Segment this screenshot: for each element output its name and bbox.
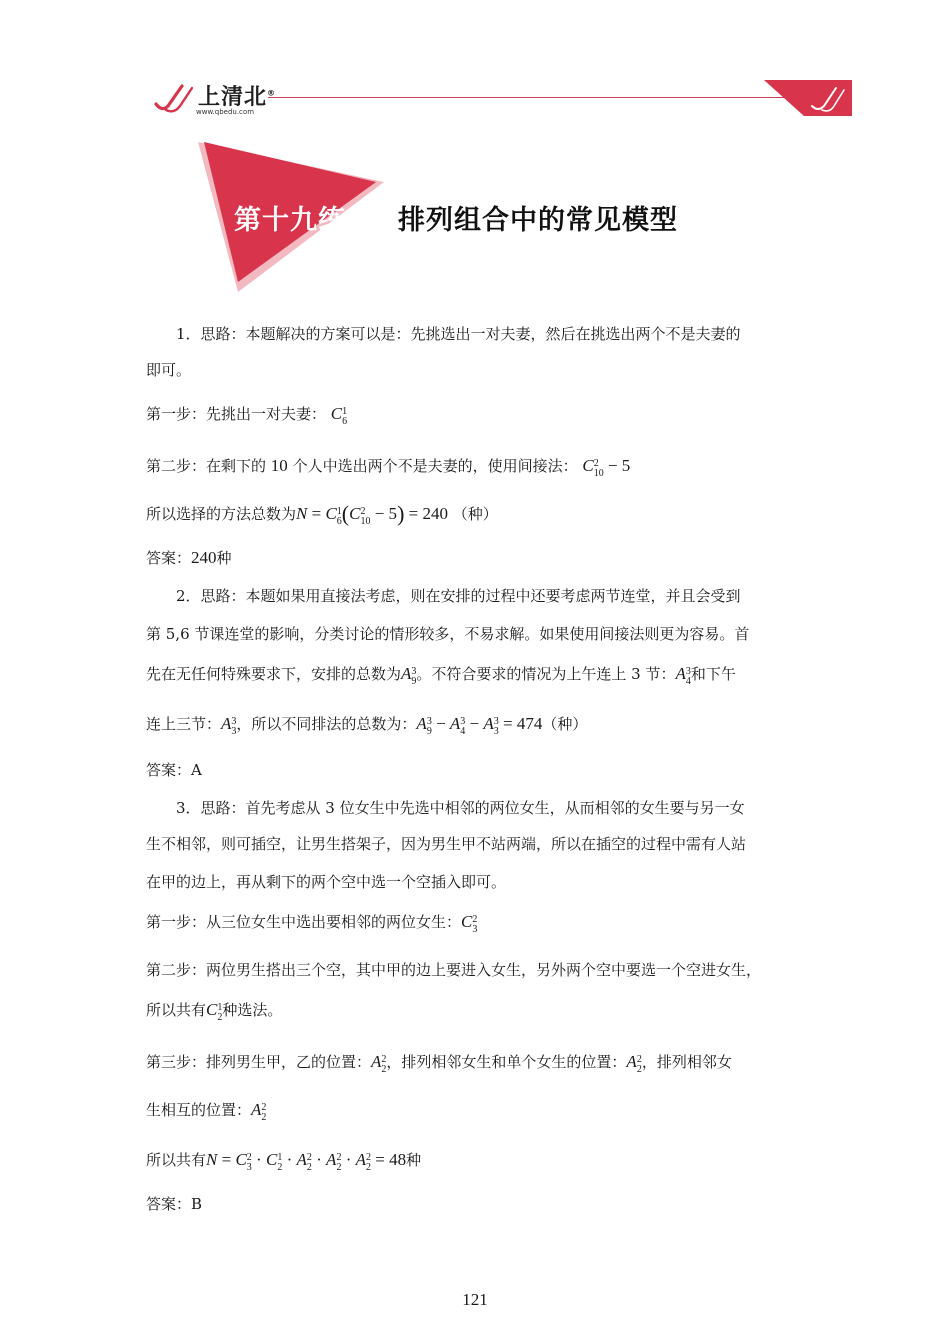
- q3-line-2: 生不相邻，则可插空，让男生搭架子，因为男生甲不站两端，所以在插空的过程中需有人站: [146, 835, 747, 853]
- page-number: 121: [462, 1290, 488, 1309]
- brand-logo-icon: [152, 82, 198, 116]
- q3-line-3: 在甲的边上，再从剩下的两个空中选一个空插入即可。: [146, 873, 507, 891]
- q2-line-1: 2．思路：本题如果用直接法考虑，则在安排的过程中还要考虑两节连堂，并且会受到: [176, 587, 741, 605]
- q2-line-2: 第 5,6 节课连堂的影响，分类讨论的情形较多，不易求解。如果使用间接法则更为容易。首: [146, 625, 750, 643]
- section-number: 第十九练: [234, 205, 346, 236]
- q3-total: 所以共有N = C 2 3 · C 1 2 · A 2 2 · A 2 2 · A 2 2 = 48种: [146, 1150, 422, 1173]
- header-corner-badge: [764, 80, 852, 116]
- q3-step-3-line-2: 生相互的位置：A 2 2: [146, 1100, 267, 1123]
- q3-step-2-line-2: 所以共有C 1 2 种选法。: [146, 1000, 283, 1023]
- q3-line-1: 3．思路：首先考虑从 3 位女生中先选中相邻的两位女生，从而相邻的女生要与另一女: [176, 799, 745, 817]
- q1-step-1: 第一步：先挑出一对夫妻： C 1 6: [146, 404, 348, 427]
- brand-url: www.qbedu.com: [196, 108, 255, 116]
- q3-step-1: 第一步：从三位女生中选出要相邻的两位女生：C 2 3: [146, 912, 478, 935]
- section-title: 排列组合中的常见模型: [398, 205, 678, 236]
- q1-step-2: 第二步：在剩下的 10 个人中选出两个不是夫妻的，使用间接法： C 2 10 − 5: [146, 456, 631, 479]
- q3-answer: 答案：B: [146, 1195, 203, 1213]
- q3-step-3-line-1: 第三步：排列男生甲，乙的位置：A 2 2 ，排列相邻女生和单个女生的位置：A 2 2 ，排列相邻女: [146, 1052, 732, 1075]
- q1-intro-line-1: 1．思路：本题解决的方案可以是：先挑选出一对夫妻，然后在挑选出两个不是夫妻的: [176, 325, 741, 343]
- q1-total: 所以选择的方法总数为N = C 1 6 (C 2 10 − 5) = 240 （种）: [146, 501, 498, 527]
- brand-name: 上清北®: [198, 85, 277, 110]
- q2-line-4: 连上三节：A 3 3 ，所以不同排法的总数为：A 3 9 − A 3 4 − A 3 3 = 474（种）: [146, 714, 588, 737]
- q3-step-2-line-1: 第二步：两位男生搭出三个空，其中甲的边上要进入女生，另外两个空中要选一个空进女生，: [146, 961, 762, 979]
- q1-answer: 答案：240种: [146, 548, 232, 567]
- header-divider: [268, 97, 788, 98]
- q1-intro-line-2: 即可。: [146, 361, 192, 379]
- q2-answer: 答案：A: [146, 761, 202, 779]
- q2-line-3: 先在无任何特殊要求下，安排的总数为A 3 9 。不符合要求的情况为上午连上 3 节：A 3 4 和下午: [146, 664, 736, 687]
